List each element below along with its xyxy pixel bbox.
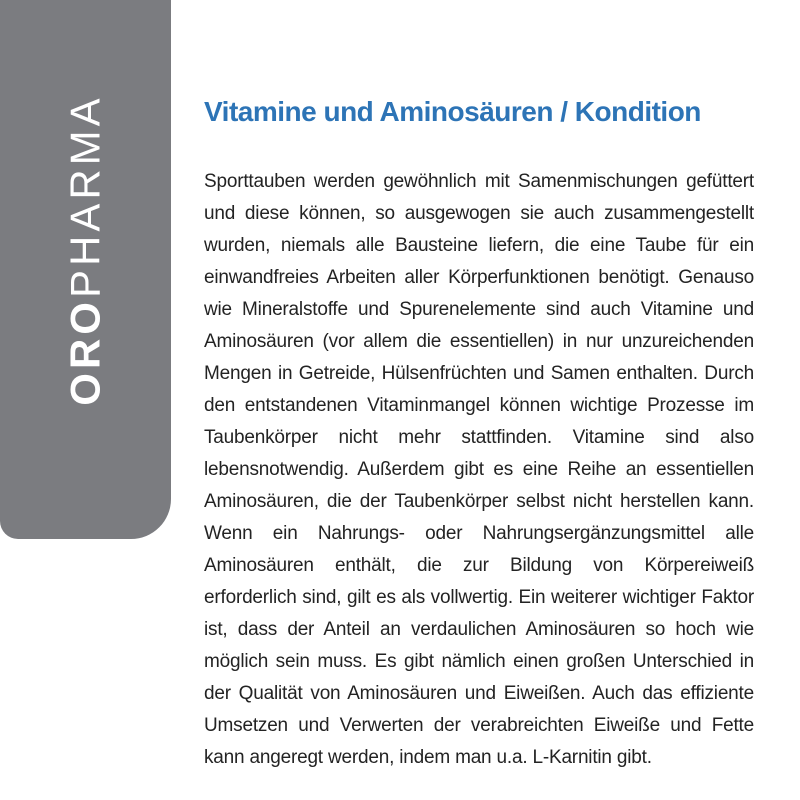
logo-pharma: PHARMA	[61, 93, 109, 298]
page-title: Vitamine und Aminosäuren / Kondition	[204, 96, 701, 127]
main-content	[204, 0, 754, 774]
logo-oro: ORO	[61, 297, 109, 406]
oropharma-logo-text	[61, 93, 109, 406]
body-paragraph: Sporttauben werden gewöhnlich mit Samenmischungen gefüttert und diese können, so ausgewogen sie auch zusammengestellt wurden, niemals alle Bausteine liefern, die eine Taube für ein einwandfreies Arbeiten aller Körperfunktionen benötigt. Genauso wie Mineralstoffe und Spurenelemente sind auch Vitamine und Aminosäuren (vor allem die essentiellen) in nur unzureichenden Mengen in Getreide, Hülsenfrüchten und Samen enthalten. Durch den entstandenen Vitaminmangel können wichtige Prozesse im Taubenkörper nicht mehr stattfinden. Vitamine sind also lebensnotwendig. Außerdem gibt es eine Reihe an essentiellen Aminosäuren, die der Taubenkörper selbst nicht herstellen kann. Wenn ein Nahrungs- oder Nahrungsergänzungsmittel alle Aminosäuren enthält, die zur Bildung von Körpereiweiß erforderlich sind, gilt es als vollwertig. Ein weiterer wichtiger Faktor ist, dass der Anteil an verdaulichen Aminosäuren so hoch wie möglich sein muss. Es gibt nämlich einen großen Unterschied in der Qualität von Aminosäuren und Eiweißen. Auch das effiziente Umsetzen und Verwerten der verabreichten Eiweiße und Fette kann angeregt werden, indem man u.a. L-Karnitin gibt.	[204, 171, 754, 768]
brand-logo	[0, 0, 171, 539]
